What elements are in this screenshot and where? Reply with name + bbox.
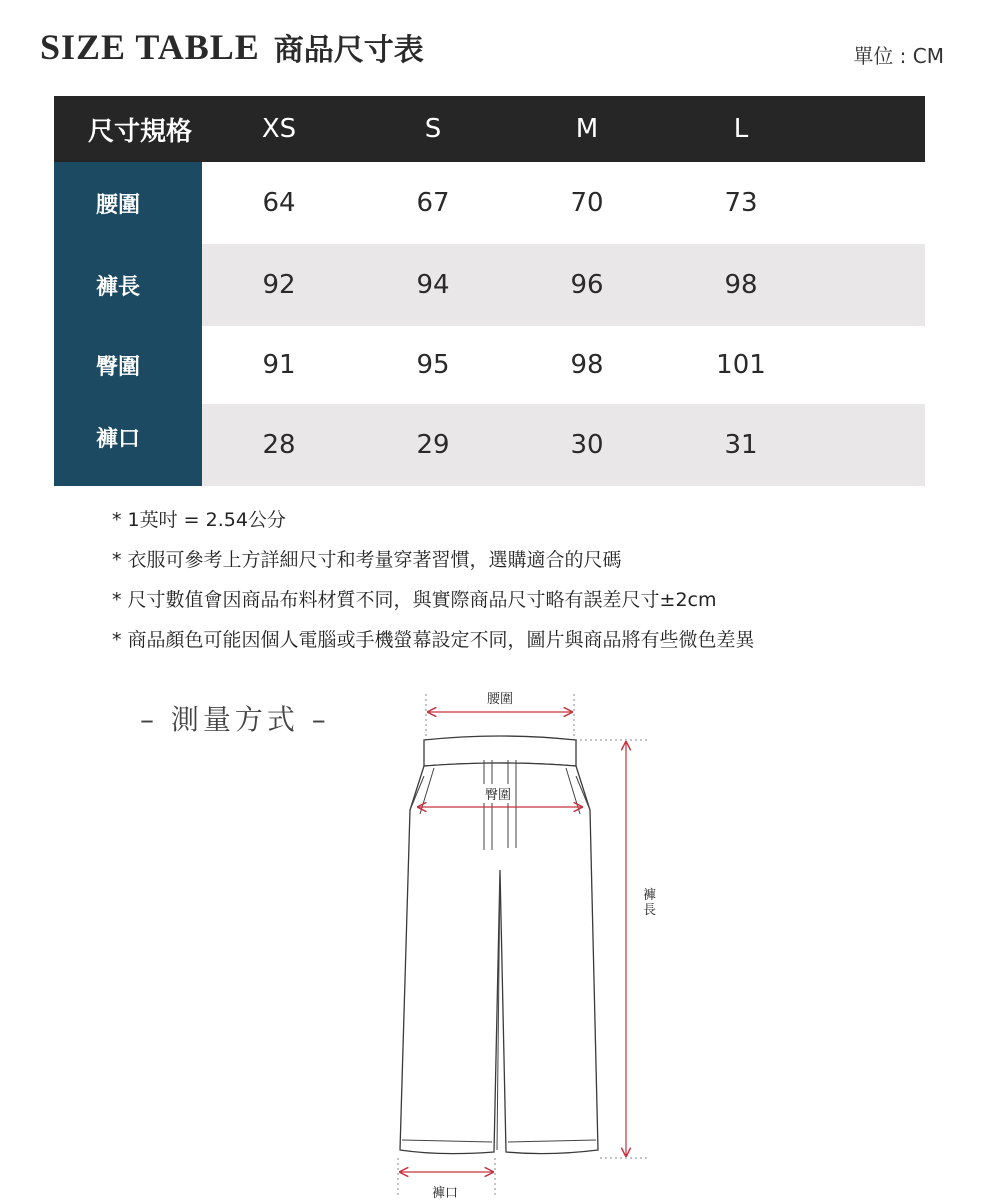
table-cell: 92 [262,270,296,300]
note-item: * 1英吋 = 2.54公分 [112,509,286,531]
length-label: 褲長 [641,888,661,918]
table-row-waist [54,162,925,244]
table-cell: 31 [724,430,758,460]
table-cell: 64 [262,188,296,218]
table-row-hem [54,404,925,486]
size-m-header: M [575,114,599,144]
table-cell: 101 [716,350,766,380]
row-label: 褲口 [54,404,202,486]
title-chinese: 商品尺寸表 [273,33,424,68]
note-item: * 商品顏色可能因個人電腦或手機螢幕設定不同，圖片與商品將有些微色差異 [112,629,755,651]
measurement-title: – 測量方式 – [140,703,330,736]
size-table [54,96,925,486]
title-english: SIZE TABLE [40,27,260,67]
table-row-hip [54,326,925,404]
table-cell: 28 [262,430,296,460]
table-cell: 96 [570,270,604,300]
table-cell: 91 [262,350,296,380]
table-cell: 67 [416,188,450,218]
pants-measurement-diagram [380,680,680,1200]
row-label: 腰圍 [54,162,202,244]
table-row-length [54,244,925,326]
table-cell: 98 [570,350,604,380]
size-l-header: L [733,114,749,144]
table-cell: 30 [570,430,604,460]
size-xs-header: XS [261,114,297,144]
row-label: 臀圍 [54,326,202,404]
table-cell: 29 [416,430,450,460]
size-notes [112,506,755,666]
table-cell: 70 [570,188,604,218]
pants-illustration [380,680,680,1200]
table-corner-label: 尺寸規格 [88,116,193,147]
unit-label: 單位 : CM [853,44,944,68]
page-title [40,22,424,72]
note-item: * 尺寸數值會因商品布料材質不同，與實際商品尺寸略有誤差尺寸±2cm [112,589,717,611]
table-cell: 94 [416,270,450,300]
hip-label: 臀圍 [483,784,513,803]
table-cell: 95 [416,350,450,380]
size-s-header: S [424,114,442,144]
waist-label: 腰圍 [485,688,515,707]
hem-label: 褲口 [430,1182,460,1201]
size-table-header [54,96,925,162]
note-item: * 衣服可參考上方詳細尺寸和考量穿著習慣，選購適合的尺碼 [112,549,622,571]
table-cell: 98 [724,270,758,300]
table-cell: 73 [724,188,758,218]
row-label: 褲長 [54,244,202,326]
